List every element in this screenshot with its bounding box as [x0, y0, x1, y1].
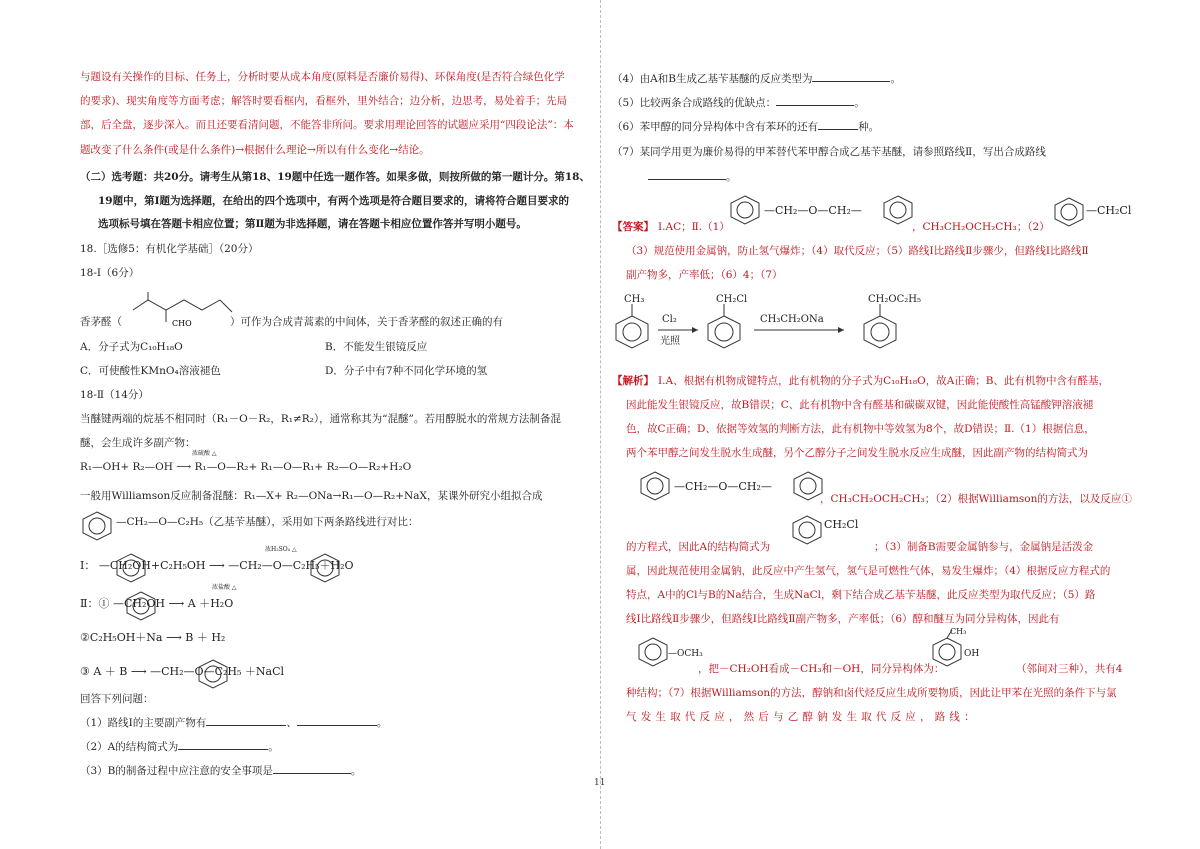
option-c: C．可使酸性KMnO₄溶液褪色	[80, 365, 221, 377]
answer-blank[interactable]	[273, 762, 351, 774]
route-2-step-1: Ⅱ：① —CH₂OH ⟶ A ＋H₂O	[80, 597, 234, 610]
subquestion-2-text: （2）A的结构简式为	[80, 741, 179, 753]
answer-blank[interactable]	[818, 118, 858, 130]
question-18-1-prefix: 香茅醛（	[80, 316, 122, 328]
target-ether-line: —CH₂—O—C₂H₅（乙基苄基醚），采用如下两条路线进行对比：	[116, 516, 419, 528]
answer-line-2: （3）规范使用金属钠，防止氢气爆炸；（4）取代反应；（5）路线Ⅰ比路线Ⅱ步骤少，但路线Ⅰ比路线Ⅱ	[626, 245, 1089, 257]
answer-prompt: 回答下列问题：	[80, 693, 154, 705]
scheme-naoet-label: CH₃CH₂ONa	[760, 314, 824, 325]
answer-line-1a: Ⅰ.AC；Ⅱ.（1）	[658, 221, 730, 233]
mixed-ether-intro-2: 醚，会生成许多副产物：	[80, 437, 196, 449]
analysis-continued-line-2: 的要求)、现实角度等方面考虑；解答时要看框内，看框外，里外结合；边分析，边思考，易处着手；先局	[80, 95, 568, 107]
question-18-2-title: 18-Ⅱ（14分）	[80, 389, 149, 401]
section-2-line-2: 19题中，第Ⅰ题为选择题，在给出的四个选项中，有两个选项是符合题目要求的，请将符合题目要求的	[98, 195, 570, 207]
subquestion-6-unit: 种。	[858, 121, 880, 133]
analysis-line-3: 色，故C正确；D、依据等效氢的判断方法，此有机物中等效氢为8个，故D错误；Ⅱ.（1）根据信息，	[626, 423, 1095, 435]
citronellal-cho-label: CHO	[172, 319, 192, 328]
analysis-line-1: Ⅰ.A、根据有机物成键特点，此有机物的分子式为C₁₀H₁₈O，故A正确；B、此有机物中含有醛基，	[658, 375, 1110, 387]
scheme-cl2-label: Cl₂	[662, 314, 677, 325]
subquestion-7-blank: 。	[648, 168, 737, 188]
section-2-line-3: 选项标号填在答题卡相应位置；第Ⅱ题为非选择题，请在答题卡相应位置作答并写明小题号。	[98, 218, 527, 230]
question-18-title: 18.［选修5：有机化学基础］（20分）	[80, 243, 259, 255]
answer-blank[interactable]	[776, 94, 854, 106]
route-1-condition: 浓H₂SO₄ △	[265, 546, 297, 553]
option-d: D．分子中有7种不同化学环境的氢	[325, 365, 488, 377]
analysis-line-10: 种结构；（7）根据Williamson的方法，醇钠和卤代烃反应生成所要物质，因此让甲苯在光照的条件下与氯	[626, 687, 1117, 699]
page-divider	[600, 0, 601, 849]
route-1-equation: Ⅰ： —CH₂OH+C₂H₅OH ⟶ —CH₂—O—C₂H₅＋H₂O	[80, 559, 354, 572]
dehydration-equation: R₁—OH+ R₂—OH ⟶ R₁—O—R₂+ R₁—O—R₁+ R₂—O—R₂+H₂O	[80, 461, 412, 473]
dibenzyl-ether-structure	[728, 192, 918, 230]
subquestion-3: （3）B的制备过程中应注意的安全事项是 。	[80, 762, 361, 782]
subquestion-6	[612, 118, 879, 138]
isomer-description: ，把－CH₂OH看成－CH₃和－OH，同分异构体为：	[698, 663, 945, 675]
subquestion-1-text: （1）路线Ⅰ的主要副产物有	[80, 717, 207, 729]
subquestion-4: （4）由A和B生成乙基苄基醚的反应类型为 。	[612, 70, 901, 90]
citronellal-structure	[128, 290, 238, 330]
cresol-ch3-label: CH₃	[950, 627, 967, 636]
analysis-line-5: ，CH₃CH₂OCH₂CH₃；（2）根据Williamson的方法，以及反应①	[820, 493, 1132, 505]
anisole-och3-label: —OCH₃	[668, 649, 703, 659]
answer-blank[interactable]	[812, 70, 890, 82]
subquestion-2: （2）A的结构简式为 。	[80, 738, 279, 758]
isomer-count-note: （邻间对三种），共有4	[1016, 663, 1123, 675]
svg-text:—CH₂—O—CH₂—: —CH₂—O—CH₂—	[674, 480, 772, 493]
analysis-line-9: 线Ⅰ比路线Ⅱ步骤少，但路线Ⅰ比路线Ⅱ副产物多，产率低；（6）醇和醚互为同分异构体，因此有	[626, 613, 1060, 625]
analysis-line-6b: ；（3）制备B需要金属钠参与，金属钠是活泼金	[874, 541, 1094, 553]
subquestion-3-text: （3）B的制备过程中应注意的安全事项是	[80, 765, 273, 777]
analysis-line-4: 两个苯甲醇之间发生脱水生成醚，另个乙醇分子之间发生脱水反应生成醚，因此副产物的结构简式为	[626, 447, 1088, 459]
analysis-line-8: 特点，A中的Cl与B的Na结合，生成NaCl，剩下结合成乙基苄基醚，此反应类型为取代反应；（5）路	[626, 589, 1096, 601]
route-2-step-3: ③ A ＋ B ⟶ —CH₂—O—C₂H₅ ＋NaCl	[80, 665, 285, 678]
answer-blank[interactable]	[178, 738, 268, 750]
answer-line-1b: ，CH₃CH₂OCH₂CH₃；（2）	[912, 221, 1050, 233]
option-b: B．不能发生银镜反应	[325, 341, 428, 353]
option-a: A．分子式为C₁₀H₁₈O	[80, 341, 183, 353]
analysis-line-7: 属，因此规范使用金属钠，此反应中产生氢气，氢气是可燃性气体，易发生爆炸；（4）根据反应方程式的	[626, 565, 1111, 577]
subquestion-5-text: （5）比较两条合成路线的优缺点：	[612, 97, 777, 109]
dibenzyl-ether-structure	[638, 468, 828, 506]
cresol-structure	[930, 626, 1002, 672]
analysis-continued-line-1: 与题设有关操作的目标、任务上，分析时要从成本角度(原料是否廉价易得)、环保角度(是否符合绿色化学	[80, 71, 565, 83]
mixed-ether-intro-1: 当醚键两端的烷基不相同时（R₁－O－R₂，R₁≠R₂），通常称其为“混醚”。若用醇脱水的常规方法制备混	[80, 413, 561, 425]
page-number: 11	[594, 778, 606, 788]
scheme-ch3-label: CH₃	[624, 294, 645, 305]
analysis-line-11: 气发生取代反应，然后与乙醇钠发生取代反应，路线：	[626, 711, 979, 723]
subquestion-5: （5）比较两条合成路线的优缺点： 。	[612, 94, 865, 114]
answer-blank[interactable]	[648, 168, 726, 180]
route-2-step-2: ②C₂H₅OH＋Na ⟶ B ＋ H₂	[80, 631, 226, 644]
subquestion-1: （1）路线Ⅰ的主要副产物有 、 。	[80, 714, 387, 734]
analysis-continued-line-3: 部，后全盘，逐步深入。而且还要看清问题，不能答非所问。要求用理论回答的试题应采用“四段论法”：本	[80, 119, 574, 131]
answer-blank[interactable]	[206, 714, 286, 726]
answer-blank[interactable]	[297, 714, 377, 726]
benzyl-chloride-structure	[1052, 194, 1132, 230]
question-18-1-suffix: ）可作为合成青蒿素的中间体，关于香茅醛的叙述正确的有	[230, 316, 503, 328]
scheme-ether-label: CH₂OC₂H₅	[868, 294, 921, 305]
synthesis-scheme	[612, 288, 922, 360]
scheme-ch2cl-label: CH₂Cl	[716, 294, 748, 305]
analysis-line-6a: 的方程式，因此A的结构简式为	[626, 541, 771, 553]
subquestion-6-text: （6）苯甲醇的同分异构体中含有苯环的还有	[612, 121, 819, 133]
williamson-intro: 一般用Williamson反应制备混醚：R₁—X+ R₂—ONa→R₁—O—R₂+NaX，某课外研究小组拟合成	[80, 490, 543, 502]
svg-text:—CH₂—O—CH₂—: —CH₂—O—CH₂—	[764, 204, 862, 217]
section-2-line-1: （二）选考题：共20分。请考生从第18、19题中任选一题作答。如果多做，则按所做的第一题计分。第18、	[80, 171, 590, 183]
subquestion-4-text: （4）由A和B生成乙基苄基醚的反应类型为	[612, 73, 813, 85]
analysis-label: 【解析】	[612, 375, 654, 387]
route-2-step-1-condition: 浓盐酸 △	[212, 584, 237, 591]
analysis-line-2: 因此能发生银镜反应，故B错误；C、此有机物中含有醛基和碳碳双键，因此能使酸性高锰酸钾溶液褪	[626, 399, 1094, 411]
benzene-ring-icon	[80, 510, 114, 540]
scheme-light-label: 光照	[660, 336, 680, 347]
answer-label: 【答案】	[612, 221, 654, 233]
svg-text:—CH₂Cl: —CH₂Cl	[1086, 204, 1132, 217]
answer-line-3: 副产物多，产率低；（6）4；（7）	[626, 269, 783, 281]
cresol-oh-label: OH	[964, 649, 980, 659]
benzyl-chloride-structure	[790, 512, 870, 548]
dehydration-condition: 浓硫酸 △	[192, 450, 217, 457]
subquestion-7: （7）某同学用更为廉价易得的甲苯替代苯甲醇合成乙基苄基醚，请参照路线Ⅱ，写出合成路线	[612, 146, 1046, 158]
svg-text:CH₂Cl: CH₂Cl	[824, 518, 859, 531]
question-18-1-title: 18-Ⅰ（6分）	[80, 267, 140, 279]
analysis-continued-line-4: 题改变了什么条件(或是什么条件)→根据什么理论→所以有什么变化→结论。	[80, 144, 430, 156]
